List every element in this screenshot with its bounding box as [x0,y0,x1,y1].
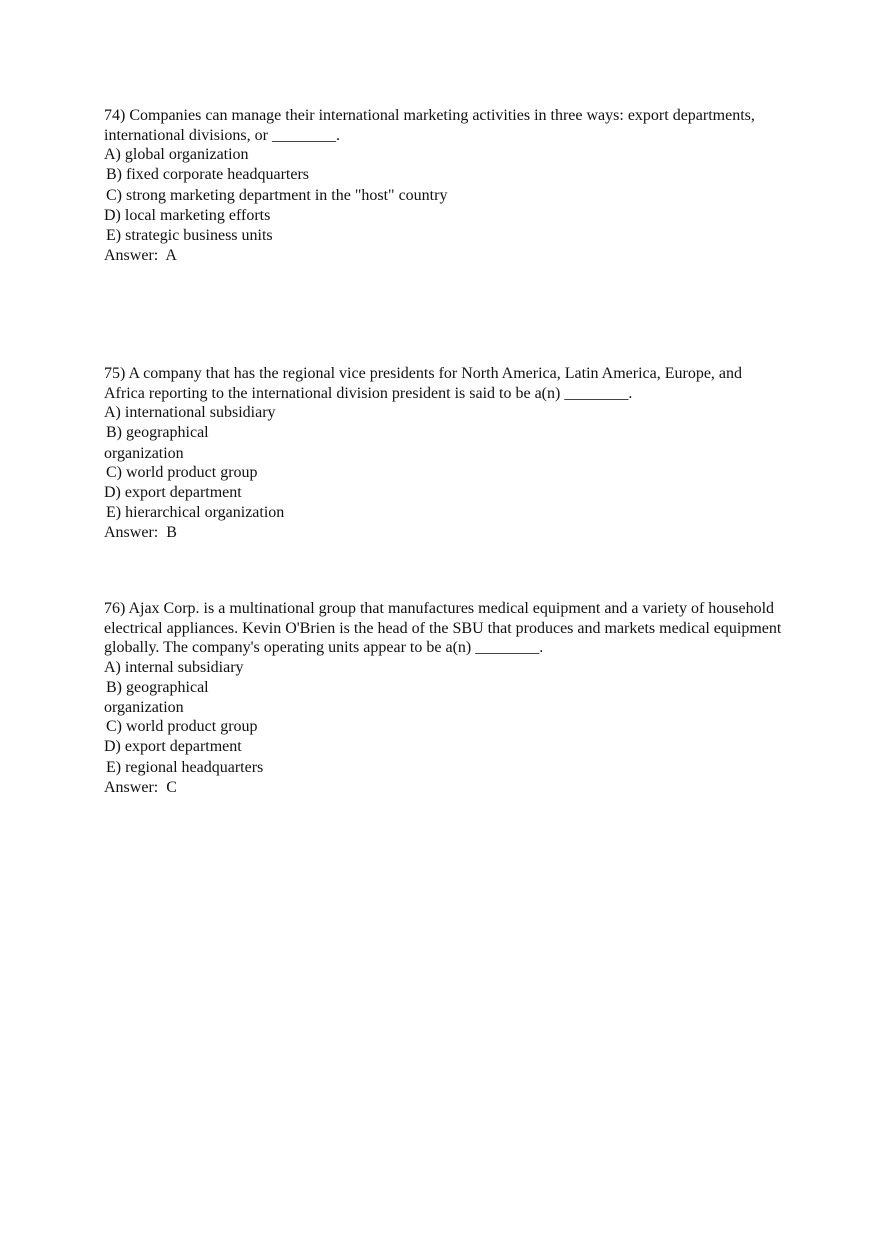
option-a: A) internal subsidiary [104,658,244,676]
option-e: E) hierarchical organization [106,504,285,521]
question-74 [104,106,784,266]
answer-key: Answer: B [104,524,177,542]
option-a: A) international subsidiary [104,404,276,422]
answer-options [104,658,784,778]
option-b-continuation: organization [104,444,184,462]
question-75 [104,364,784,543]
question-76 [104,599,784,798]
option-b: B) geographical [106,678,209,696]
option-b: B) fixed corporate headquarters [106,166,310,184]
option-c: C) world product group [106,463,258,481]
option-d: D) export department [104,483,242,501]
option-c: C) world product group [106,718,258,736]
answer-key: Answer: A [104,247,177,265]
answer-key: Answer: C [104,778,177,796]
option-b-continuation: organization [104,699,184,717]
option-e: E) strategic business units [106,227,273,244]
question-stem: 75) A company that has the regional vice presidents for North America, Latin America, Europe, and Africa reporting to the international division president is said to be a(n) ________. [104,365,743,402]
option-a: A) global organization [104,146,249,164]
option-e: E) regional headquarters [106,758,264,776]
answer-options [104,403,784,523]
answer-options [104,145,784,246]
option-b: B) geographical [106,424,209,442]
question-stem: 76) Ajax Corp. is a multinational group that manufactures medical equipment and a variety of household electrical appliances. Kevin O'Brien is the head of the SBU that produces and markets medical equipment globally. The company's operating units appear to be a(n) ________. [104,600,782,657]
option-d: D) local marketing efforts [104,206,271,224]
option-c: C) strong marketing department in the "host" country [106,186,448,204]
option-d: D) export department [104,738,242,756]
question-stem: 74) Companies can manage their international marketing activities in three ways: export departments, international divisions, or ________. [104,107,755,144]
